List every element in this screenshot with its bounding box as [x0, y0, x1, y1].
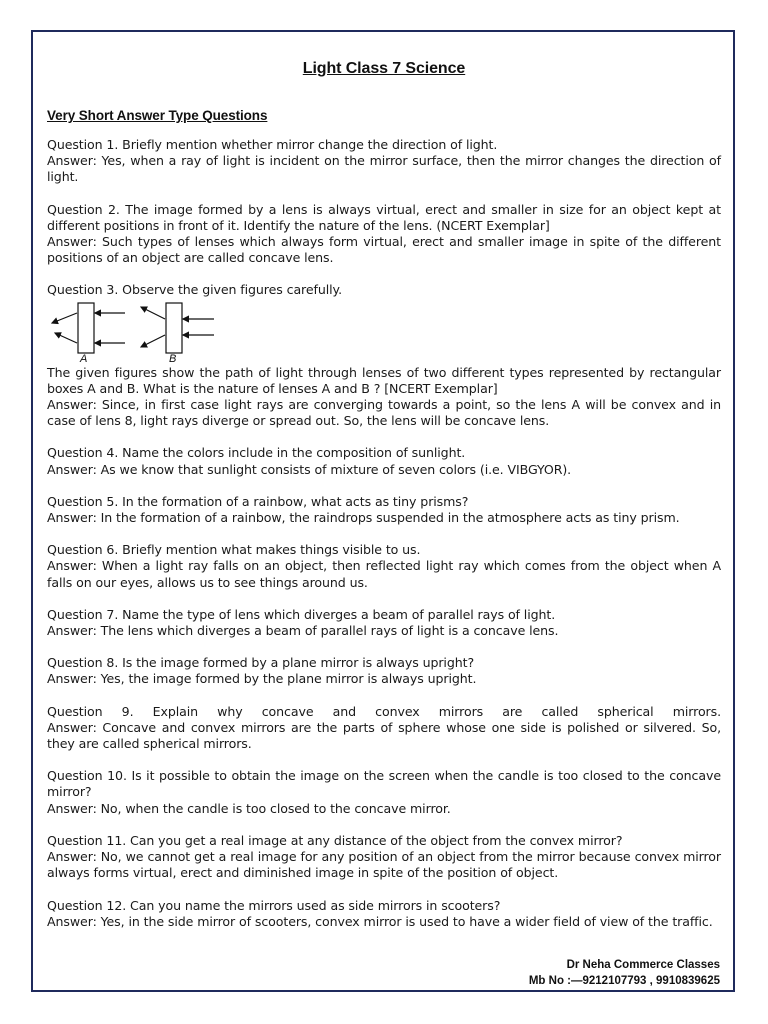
qa-block-7	[47, 607, 721, 639]
question-12: Question 12. Can you name the mirrors used as side mirrors in scooters?	[47, 897, 501, 913]
answer-10: Answer: No, when the candle is too closed to the concave mirror.	[47, 800, 451, 816]
question-10: Question 10. Is it possible to obtain the image on the screen when the candle is too closed to the concave mirror?	[47, 768, 721, 800]
question-4: Question 4. Name the colors include in the composition of sunlight.	[47, 445, 466, 461]
lens-box-a	[78, 303, 94, 353]
ray-a-top-out	[52, 313, 77, 323]
qa-block-6	[47, 542, 721, 591]
question-9: Question 9. Explain why concave and convex mirrors are called spherical mirrors.	[47, 703, 721, 719]
answer-3: Answer: Since, in first case light rays are converging towards a point, so the lens A will be convex and in case of lens 8, light rays diverge or spread out. So, the lens will be concave lens.	[47, 397, 721, 429]
lens-box-b	[166, 303, 182, 353]
qa-block-10	[47, 768, 721, 817]
question-5: Question 5. In the formation of a rainbow, what acts as tiny prisms?	[47, 493, 469, 509]
qa-block-8	[47, 655, 721, 687]
footer	[529, 957, 720, 989]
question-7: Question 7. Name the type of lens which diverges a beam of parallel rays of light.	[47, 606, 556, 622]
qa-block-11	[47, 833, 721, 882]
answer-6: Answer: When a light ray falls on an object, then reflected light ray which comes from the object when A falls on our eyes, allows us to see things around us.	[47, 558, 721, 590]
footer-phone: Mb No :—9212107793 , 9910839625	[528, 975, 720, 987]
qa-block-2	[47, 202, 721, 267]
figure-label-a: A	[80, 352, 88, 363]
figure-label-b: B	[169, 352, 177, 363]
question-2: Question 2. The image formed by a lens is always virtual, erect and smaller in size for an object kept at different positions in front of it. Identify the nature of the lens. (NCERT Exemplar]	[47, 201, 721, 233]
answer-7: Answer: The lens which diverges a beam of parallel rays of light is a concave lens.	[47, 623, 559, 639]
qa-block-12	[47, 898, 721, 930]
question-8: Question 8. Is the image formed by a plane mirror is always upright?	[47, 655, 475, 671]
qa-block-4	[47, 445, 721, 477]
lens-ray-diagram	[47, 301, 227, 363]
question-11: Question 11. Can you get a real image at any distance of the object from the convex mirror?	[47, 832, 623, 848]
answer-5: Answer: In the formation of a rainbow, the raindrops suspended in the atmosphere acts as tiny prism.	[47, 510, 680, 526]
answer-4: Answer: As we know that sunlight consists of mixture of seven colors (i.e. VIBGYOR).	[47, 461, 572, 477]
answer-9: Answer: Concave and convex mirrors are the parts of sphere whose one side is polished or silvered. So, they are called spherical mirrors.	[47, 719, 721, 752]
question-3: Question 3. Observe the given figures carefully.	[47, 282, 342, 298]
answer-8: Answer: Yes, the image formed by the plane mirror is always upright.	[47, 671, 477, 687]
answer-12: Answer: Yes, in the side mirror of scooters, convex mirror is used to have a wider field of view of the traffic.	[47, 913, 713, 929]
qa-block-1	[47, 137, 721, 186]
qa-block-3	[47, 282, 721, 429]
ray-b-top-out	[141, 307, 165, 319]
footer-name: Dr Neha Commerce Classes	[566, 959, 720, 971]
question-6: Question 6. Briefly mention what makes things visible to us.	[47, 542, 421, 558]
qa-block-5	[47, 494, 721, 526]
question-3-detail: The given figures show the path of light through lenses of two different types represented by rectangular boxes A and B. What is the nature of lenses A and B ? [NCERT Exemplar]	[47, 364, 721, 396]
question-1: Question 1. Briefly mention whether mirror change the direction of light.	[47, 137, 498, 152]
document-body	[47, 58, 721, 946]
ray-a-bottom-out	[55, 333, 77, 343]
page-title: Light Class 7 Science	[302, 60, 466, 77]
answer-11: Answer: No, we cannot get a real image for any position of an object from the mirror because convex mirror always forms virtual, erect and diminished image in spite of the position of object.	[47, 849, 721, 881]
answer-2: Answer: Such types of lenses which always form virtual, erect and smaller image in spite of the different positions of an object are called concave lens.	[47, 234, 721, 266]
qa-block-9	[47, 704, 721, 753]
section-heading: Very Short Answer Type Questions	[47, 108, 268, 123]
answer-1: Answer: Yes, when a ray of light is incident on the mirror surface, then the mirror changes the direction of light.	[47, 153, 721, 185]
ray-b-bottom-out	[141, 335, 165, 347]
